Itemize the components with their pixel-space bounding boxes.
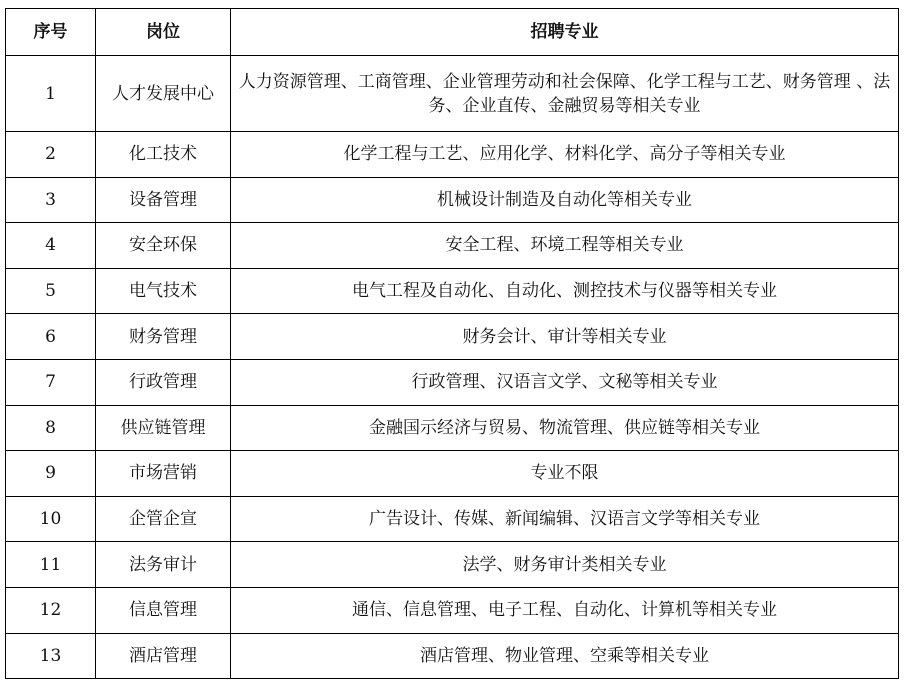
table-row (6, 542, 899, 588)
row-position: 安全环保 (96, 223, 231, 269)
table-row (6, 268, 899, 314)
row-position: 企管企宣 (96, 496, 231, 542)
row-position: 化工技术 (96, 132, 231, 178)
row-majors: 人力资源管理、工商管理、企业管理劳动和社会保障、化学工程与工艺、财务管理 、法务、企业直传、金融贸易等相关专业 (231, 56, 899, 132)
row-majors: 财务会计、审计等相关专业 (231, 314, 899, 360)
row-position: 信息管理 (96, 587, 231, 633)
row-seq: 2 (6, 132, 96, 178)
row-seq: 7 (6, 359, 96, 405)
header-majors: 招聘专业 (231, 9, 899, 56)
row-position: 酒店管理 (96, 633, 231, 679)
row-seq: 1 (6, 56, 96, 132)
row-position: 电气技术 (96, 268, 231, 314)
row-majors: 化学工程与工艺、应用化学、材料化学、高分子等相关专业 (231, 132, 899, 178)
table-row (6, 223, 899, 269)
row-seq: 13 (6, 633, 96, 679)
row-position: 市场营销 (96, 451, 231, 497)
header-position: 岗位 (96, 9, 231, 56)
table-row (6, 405, 899, 451)
header-row (6, 9, 899, 56)
row-majors: 电气工程及自动化、自动化、测控技术与仪器等相关专业 (231, 268, 899, 314)
row-seq: 5 (6, 268, 96, 314)
row-seq: 4 (6, 223, 96, 269)
row-position: 设备管理 (96, 177, 231, 223)
table-row (6, 496, 899, 542)
table-row (6, 177, 899, 223)
row-majors: 金融国示经济与贸易、物流管理、供应链等相关专业 (231, 405, 899, 451)
table-row (6, 451, 899, 497)
row-majors: 广告设计、传媒、新闻编辑、汉语言文学等相关专业 (231, 496, 899, 542)
row-position: 行政管理 (96, 359, 231, 405)
table-row (6, 359, 899, 405)
row-seq: 11 (6, 542, 96, 588)
recruitment-table (5, 8, 899, 679)
row-seq: 10 (6, 496, 96, 542)
row-position: 供应链管理 (96, 405, 231, 451)
row-seq: 12 (6, 587, 96, 633)
row-majors: 安全工程、环境工程等相关专业 (231, 223, 899, 269)
row-seq: 6 (6, 314, 96, 360)
table-row (6, 633, 899, 679)
row-seq: 8 (6, 405, 96, 451)
row-position: 法务审计 (96, 542, 231, 588)
table-row (6, 587, 899, 633)
table-row (6, 132, 899, 178)
header-seq: 序号 (6, 9, 96, 56)
row-majors: 机械设计制造及自动化等相关专业 (231, 177, 899, 223)
row-majors: 专业不限 (231, 451, 899, 497)
table-row (6, 56, 899, 132)
row-seq: 3 (6, 177, 96, 223)
row-seq: 9 (6, 451, 96, 497)
row-position: 财务管理 (96, 314, 231, 360)
row-majors: 法学、财务审计类相关专业 (231, 542, 899, 588)
row-position: 人才发展中心 (96, 56, 231, 132)
table-row (6, 314, 899, 360)
row-majors: 通信、信息管理、电子工程、自动化、计算机等相关专业 (231, 587, 899, 633)
row-majors: 酒店管理、物业管理、空乘等相关专业 (231, 633, 899, 679)
row-majors: 行政管理、汉语言文学、文秘等相关专业 (231, 359, 899, 405)
